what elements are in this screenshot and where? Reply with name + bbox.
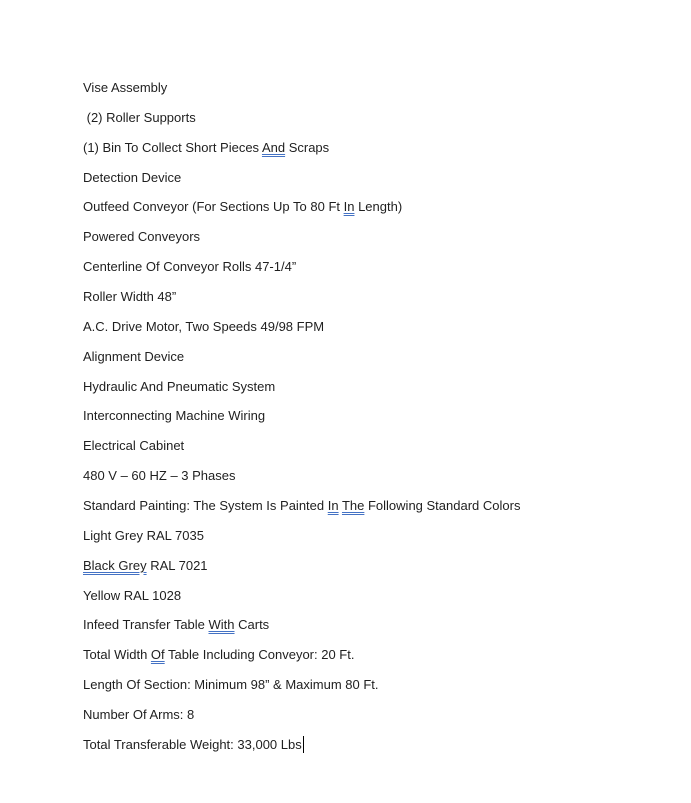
text-run: A.C. Drive Motor, Two Speeds 49/98 FPM [83, 318, 325, 334]
document-line[interactable] [83, 257, 673, 287]
grammar-flagged-word[interactable]: And [261, 139, 286, 155]
document-line[interactable] [83, 675, 673, 705]
text-run: (1) Bin To Collect Short Pieces [83, 139, 262, 155]
text-run: Table Including Conveyor: 20 Ft. [164, 647, 355, 663]
text-run: Following Standard Colors [364, 498, 521, 514]
grammar-flagged-word[interactable]: The [341, 498, 365, 514]
text-run: (2) Roller Supports [83, 109, 196, 125]
document-line[interactable] [83, 735, 673, 765]
document-line[interactable] [83, 615, 673, 645]
document-line[interactable] [83, 138, 673, 168]
document-line[interactable] [83, 496, 673, 526]
document-line[interactable] [83, 526, 673, 556]
document-line[interactable] [83, 108, 673, 138]
text-run: Scraps [285, 139, 330, 155]
text-run: Standard Painting: The System Is Painted [83, 498, 328, 514]
text-run: Hydraulic And Pneumatic System [83, 378, 276, 394]
text-run: Carts [234, 617, 270, 633]
text-run: Total Transferable Weight: 33,000 Lbs [83, 736, 302, 752]
grammar-flagged-word[interactable]: Of [150, 647, 165, 663]
document-body[interactable] [83, 78, 673, 765]
grammar-flagged-word[interactable]: In [343, 199, 355, 215]
document-line[interactable] [83, 436, 673, 466]
document-line[interactable] [83, 227, 673, 257]
text-run: Outfeed Conveyor (For Sections Up To 80 Ft [83, 199, 344, 215]
text-run: Centerline Of Conveyor Rolls 47-1/4” [83, 259, 297, 275]
document-line[interactable] [83, 78, 673, 108]
document-line[interactable] [83, 347, 673, 377]
document-line[interactable] [83, 377, 673, 407]
document-line[interactable] [83, 466, 673, 496]
document-line[interactable] [83, 645, 673, 675]
text-run: Light Grey RAL 7035 [83, 527, 204, 543]
text-run: Length Of Section: Minimum 98” & Maximum 80 Ft. [83, 677, 379, 693]
document-line[interactable] [83, 705, 673, 735]
text-run: Powered Conveyors [83, 229, 201, 245]
text-run: Electrical Cabinet [83, 438, 185, 454]
text-run: 480 V – 60 HZ – 3 Phases [83, 468, 236, 484]
text-run: Number Of Arms: 8 [83, 707, 195, 723]
text-run: RAL 7021 [146, 557, 208, 573]
text-run: Alignment Device [83, 348, 185, 364]
text-run: Infeed Transfer Table [83, 617, 209, 633]
document-line[interactable] [83, 586, 673, 616]
grammar-flagged-word[interactable]: With [208, 617, 235, 633]
grammar-flagged-word[interactable]: In [327, 498, 339, 514]
text-run: Vise Assembly [83, 80, 168, 95]
document-line[interactable] [83, 197, 673, 227]
text-run: Detection Device [83, 169, 182, 185]
text-run: Yellow RAL 1028 [83, 587, 182, 603]
document-line[interactable] [83, 406, 673, 436]
text-run: Roller Width 48” [83, 289, 177, 305]
text-run: Interconnecting Machine Wiring [83, 408, 266, 424]
text-run: Total Width [83, 647, 151, 663]
grammar-flagged-word[interactable]: Black Grey [83, 557, 147, 573]
document-line[interactable] [83, 287, 673, 317]
document-line[interactable] [83, 556, 673, 586]
text-cursor [303, 736, 304, 753]
document-line[interactable] [83, 168, 673, 198]
text-run: Length) [354, 199, 403, 215]
document-line[interactable] [83, 317, 673, 347]
